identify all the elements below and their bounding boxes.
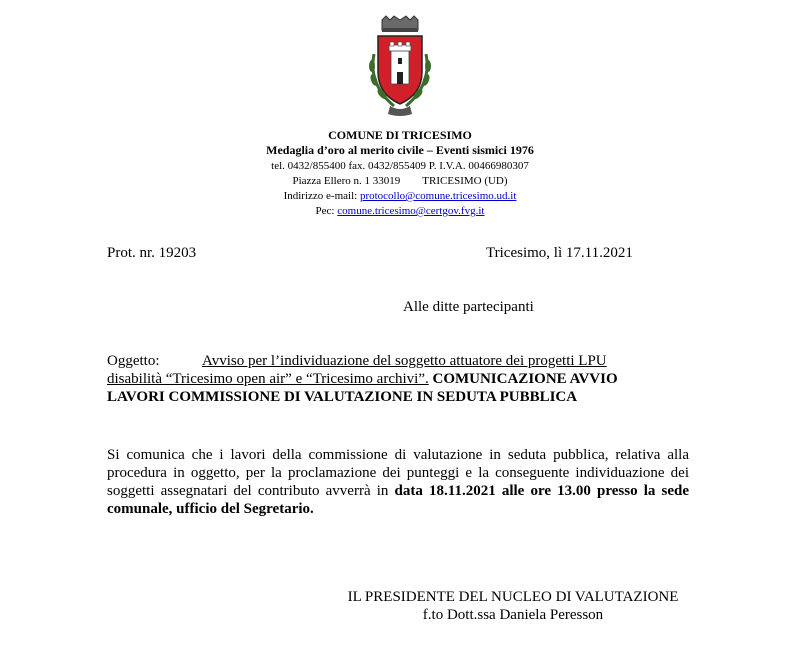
municipal-coat-of-arms — [360, 14, 440, 118]
protocol-number: Prot. nr. 19203 — [107, 245, 197, 261]
municipality-name: COMUNE DI TRICESIMO — [328, 128, 472, 142]
pec-link[interactable]: comune.tricesimo@certgov.fvg.it — [337, 205, 485, 217]
signatory-title: IL PRESIDENTE DEL NUCLEO DI VALUTAZIONE — [347, 589, 679, 605]
contacts-line: tel. 0432/855400 fax. 0432/855409 P. I.V.A. 00466980307 — [271, 160, 529, 172]
body-paragraph — [107, 446, 689, 518]
subject-title: Avviso per l’individuazione del soggetto attuatore dei progetti LPU disabilità “Tricesimo open air” e “Tricesimo archivi”. — [107, 353, 607, 387]
subject-block — [107, 352, 652, 406]
signature-block — [336, 588, 690, 624]
email-line — [0, 189, 800, 204]
subject-label: Oggetto: — [107, 353, 160, 369]
medal-line: Medaglia d’oro al merito civile – Eventi sismici 1976 — [266, 143, 534, 157]
address-line — [0, 174, 800, 189]
place-date: Tricesimo, lì 17.11.2021 — [486, 245, 633, 261]
email-link[interactable]: protocollo@comune.tricesimo.ud.it — [359, 190, 517, 202]
body-text: Si comunica che i lavori della commissione di valutazione in seduta pubblica, relativa alla procedura in oggetto, per la proclamazione dei punteggi e la conseguente individuazione dei soggetti assegnatari del contributo avverrà in — [107, 447, 689, 499]
pec-label: Pec: — [315, 205, 335, 217]
address-street: Piazza Ellero n. 1 33019 — [292, 175, 401, 187]
email-label: Indirizzo e-mail: — [283, 190, 358, 202]
pec-line — [0, 204, 800, 219]
signatory-name: f.to Dott.ssa Daniela Peresson — [422, 607, 604, 623]
body-date-location: data 18.11.2021 alle ore 13.00 presso la sede comunale, ufficio del Segretario. — [107, 483, 689, 517]
recipient: Alle ditte partecipanti — [403, 299, 534, 315]
subject-communication: COMUNICAZIONE AVVIO LAVORI COMMISSIONE DI VALUTAZIONE IN SEDUTA PUBBLICA — [107, 371, 618, 405]
address-city: TRICESIMO (UD) — [422, 175, 508, 187]
